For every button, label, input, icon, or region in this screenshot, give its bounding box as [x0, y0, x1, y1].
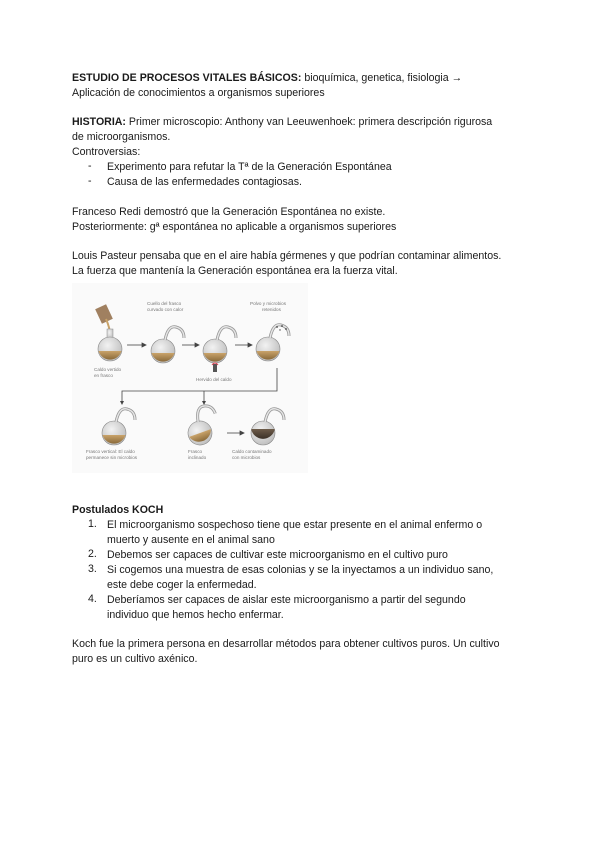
flask-contaminated — [251, 409, 284, 445]
flask-boiling — [203, 327, 236, 372]
figure-label: con microbios — [232, 455, 261, 460]
flask-tilted — [180, 403, 223, 448]
historia-label: HISTORIA: — [72, 116, 126, 128]
controversias-label: Controversias: — [72, 146, 141, 158]
redi-line1: Franceso Redi demostró que la Generación Espontánea no existe. — [72, 206, 386, 218]
section-heading — [72, 71, 462, 85]
figure-label: Caldo vertido — [94, 367, 122, 372]
pasteur-line2: La fuerza que mantenía la Generación espontánea era la fuerza vital. — [72, 265, 398, 277]
historia-text: Primer microscopio: Anthony van Leeuwenhoek: primera descripción rigurosa — [125, 116, 493, 128]
bullet-dash: - — [88, 160, 92, 172]
figure-label: inclinado — [188, 455, 207, 460]
flask-vertical — [102, 409, 135, 445]
list-item: Si cogemos una muestra de esas colonias y se la inyectamos a un individuo sano, — [107, 564, 494, 576]
bullet-item: Experimento para refutar la Tª de la Generación Espontánea — [107, 161, 392, 173]
koch-closing-line2: puro es un cultivo axénico. — [72, 653, 198, 665]
list-item: Deberíamos ser capaces de aislar este microorganismo a partir del segundo — [107, 594, 466, 606]
list-number: 3. — [88, 563, 97, 575]
historia-line2: de microorganismos. — [72, 131, 171, 143]
koch-title: Postulados KOCH — [72, 504, 164, 516]
figure-label: Frasco vertical: El caldo — [86, 449, 135, 454]
redi-line2: Posteriormente: gª espontánea no aplicable a organismos superiores — [72, 221, 397, 233]
figure-label: retenidos — [262, 307, 281, 312]
figure-label: curvado con calor — [147, 307, 184, 312]
list-number: 2. — [88, 548, 97, 560]
figure-label: Hervido del caldo — [196, 377, 232, 382]
flask-pouring — [95, 304, 122, 361]
bullet-item: Causa de las enfermedades contagiosas. — [107, 176, 302, 188]
figure-label: en frasco — [94, 373, 113, 378]
figure-label: permanece sin microbios — [86, 455, 138, 460]
list-item-continuation: este debe coger la enfermedad. — [107, 579, 257, 591]
koch-closing-line1: Koch fue la primera persona en desarrollar métodos para obtener cultivos puros. Un cultivo — [72, 638, 500, 650]
flask-curved-neck — [151, 327, 184, 363]
list-item: Debemos ser capaces de cultivar este microorganismo en el cultivo puro — [107, 549, 448, 561]
list-item-continuation: individuo que hemos hecho enfermar. — [107, 609, 284, 621]
figure-label: Caldo contaminado — [232, 449, 272, 454]
heading-label: ESTUDIO DE PROCESOS VITALES BÁSICOS: — [72, 72, 302, 84]
pasteur-line1: Louis Pasteur pensaba que en el aire había gérmenes y que podrían contaminar alimentos. — [72, 250, 502, 262]
figure-label: Polvo y microbios — [250, 301, 286, 306]
flask-dust-retained — [256, 325, 289, 361]
historia-paragraph — [72, 115, 492, 129]
list-item: El microorganismo sospechoso tiene que estar presente en el animal enfermo o — [107, 519, 483, 531]
pasteur-flask-diagram — [72, 283, 308, 473]
list-number: 4. — [88, 593, 97, 605]
list-number: 1. — [88, 518, 97, 530]
figure-label: Frasco — [188, 449, 203, 454]
heading-line2: Aplicación de conocimientos a organismos superiores — [72, 87, 325, 99]
figure-label: Cuello del frasco — [147, 301, 182, 306]
list-item-continuation: muerto y ausente en el animal sano — [107, 534, 275, 546]
heading-text: bioquímica, genetica, fisiologia → — [301, 72, 463, 84]
bullet-dash: - — [88, 175, 92, 187]
arrow-icon — [127, 343, 252, 347]
